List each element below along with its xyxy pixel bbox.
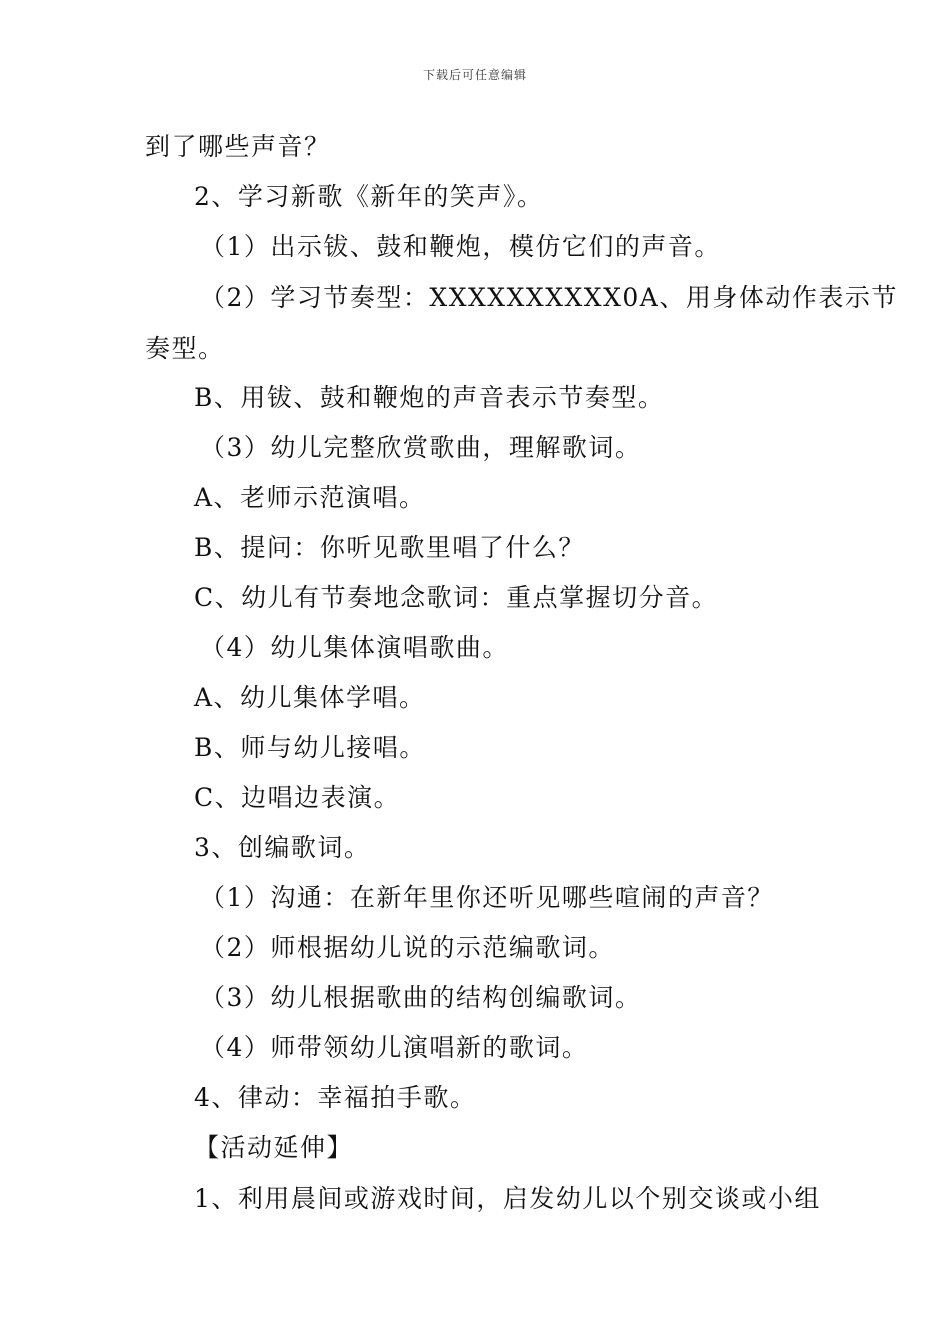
section-heading: 【活动延伸】: [194, 1133, 354, 1162]
text-line: （4）师带领幼儿演唱新的歌词。: [200, 1033, 589, 1062]
text-line: B、师与幼儿接唱。: [194, 733, 426, 762]
text-line: （3）幼儿完整欣赏歌曲，理解歌词。: [200, 433, 642, 462]
text-line: C、幼儿有节奏地念歌词：重点掌握切分音。: [194, 583, 719, 612]
text-line: 1、利用晨间或游戏时间，启发幼儿以个别交谈或小组: [194, 1184, 821, 1213]
text-line: 4、律动：幸福拍手歌。: [194, 1083, 477, 1112]
text-line: A、老师示范演唱。: [194, 483, 426, 512]
text-line: 奏型。: [145, 334, 225, 363]
text-line: 2、学习新歌《新年的笑声》。: [194, 182, 544, 211]
text-line: B、用钹、鼓和鞭炮的声音表示节奏型。: [194, 383, 665, 412]
text-line: 3、创编歌词。: [194, 833, 371, 862]
text-line: （3）幼儿根据歌曲的结构创编歌词。: [200, 983, 642, 1012]
text-line: （1）沟通：在新年里你还听见哪些喧闹的声音？: [200, 883, 774, 912]
text-line: 到了哪些声音？: [145, 132, 331, 161]
text-line: C、边唱边表演。: [194, 783, 401, 812]
text-line: （4）幼儿集体演唱歌曲。: [200, 633, 509, 662]
page-header: 下载后可任意编辑: [422, 68, 527, 82]
text-line: B、提问：你听见歌里唱了什么？: [194, 533, 585, 562]
text-line: （2）师根据幼儿说的示范编歌词。: [200, 933, 615, 962]
text-line: A、幼儿集体学唱。: [194, 683, 426, 712]
text-line: （1）出示钹、鼓和鞭炮，模仿它们的声音。: [200, 232, 721, 261]
text-line: （2）学习节奏型：XXXXXXXXXX0A、用身体动作表示节: [200, 283, 898, 312]
